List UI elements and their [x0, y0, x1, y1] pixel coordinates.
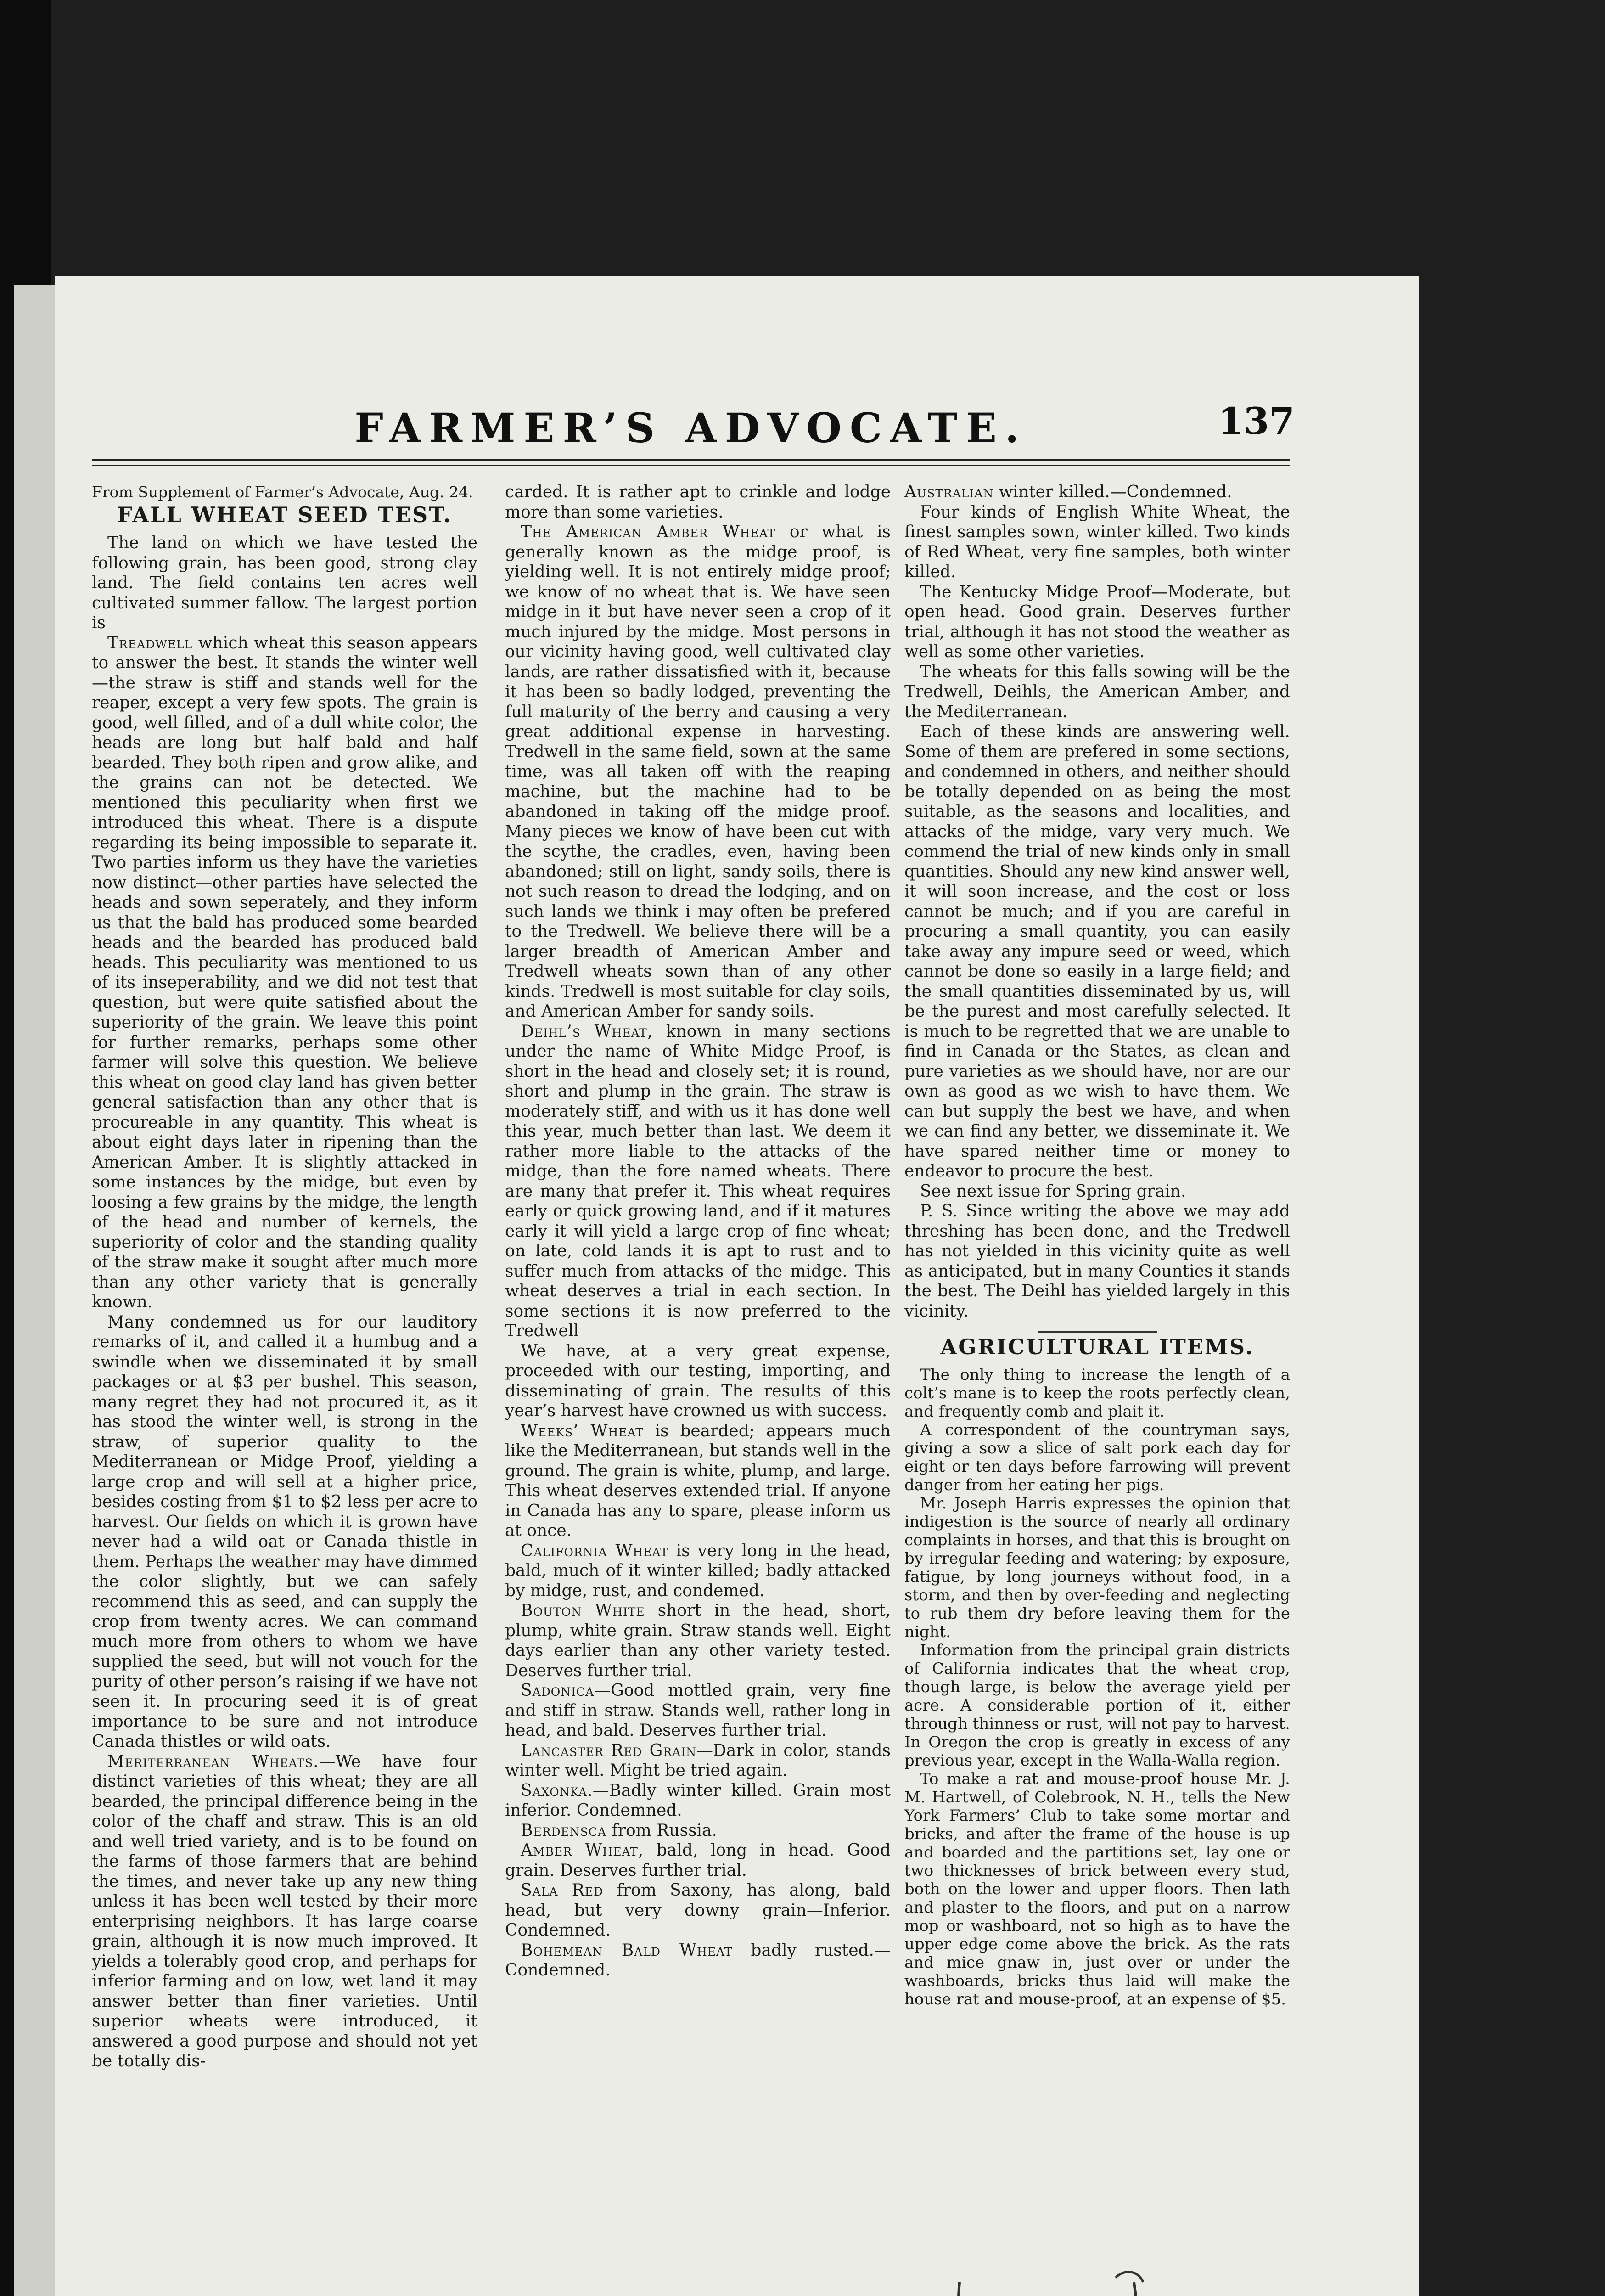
- page-number: 137: [1218, 400, 1295, 443]
- pencil-mark: [941, 2264, 1226, 2296]
- paragraph-text: is very long in the head, bald, much of it winter killed; badly attacked by midge, rust, and condemed.: [505, 1541, 891, 1600]
- paragraph: [505, 1541, 891, 1601]
- paragraph: [505, 1681, 891, 1741]
- column-3: [904, 482, 1290, 2009]
- header-rule-top: [92, 459, 1290, 461]
- lead-term: Bouton White: [521, 1601, 645, 1620]
- paragraph: [505, 1421, 891, 1541]
- paragraph: [505, 1821, 891, 1841]
- masthead-title: FARMER’S ADVOCATE.: [354, 404, 1027, 452]
- agricultural-items: [904, 1366, 1290, 2009]
- lead-term: Meriterranean Wheats.: [107, 1752, 319, 1771]
- lead-term: Bohemean Bald Wheat: [521, 1941, 733, 1960]
- paragraph: Each of these kinds are answering well. Some of them are prefered in some sections, and condemned in others, and neither should be totally depended on as being the most suitable, as the seasons and localities, and attacks of the midge, vary very much. We commend the trial of new kinds only in small quantities. Should any new kind answer well, it will soon increase, and the cost or loss cannot be much; and if you are careful in procuring a small quantity, you can easily take away any impure seed or weed, which cannot be done so easily in a large field; and the small quantities disseminated by us, will be the purest and most carefully selected. It is much to be regretted that we are unable to find in Canada or the States, as clean and pure varieties as we should have, nor are our own as good as we wish to have them. We can but supply the best we have, and when we can find any better, we disseminate it. We have spared neither time or money to endeavor to procure the best.: [904, 722, 1290, 1181]
- paragraph-text: bald, long in head. Good grain. Deserves further trial.: [505, 1841, 891, 1880]
- paragraph-text: which wheat this season appears to answer the best. It stands the winter well—the straw is stiff and stands well for the reaper, except a very few spots. The grain is good, well filled, and of a dull white color, the heads are long but half bald and half bearded. They both ripen and grow alike, and the grains can not be detected. We mentioned this peculiarity when first we introduced this wheat. There is a dispute regarding its being impossible to separate it. Two parties inform us they have the varieties now distinct—other parties have selected the heads and sown seperately, and they inform us that the bald has produced some bearded heads and the bearded has produced bald heads. This peculiarity was mentioned to us of its inseperability, and we did not test that question, but were quite satisfied about the superiority of the grain. We leave this point for further remarks, perhaps some other farmer will solve this question. We believe this wheat on good clay land has given better general satisfaction than any other that is procureable in any quantity. This wheat is about eight days later in ripening than the American Amber. It is slightly attacked in some instances by the midge, but even by loosing a few grains by the midge, the length of the head and number of kernels, the superiority of color and the standing quality of the straw make it sought after much more than any other variety that is generally known.: [92, 633, 477, 1311]
- paragraph: P. S. Since writing the above we may add threshing has been done, and the Tredwell has not yielded in this vicinity quite as well as anticipated, but in many Counties it stands the best. The Deihl has yielded largely in this vicinity.: [904, 1202, 1290, 1321]
- paragraph-text: badly rusted.—Condemned.: [505, 1941, 891, 1980]
- item-paragraph: The only thing to increase the length of a colt’s mane is to keep the roots perfectly clean, and frequently comb and plait it.: [904, 1365, 1290, 1421]
- paragraph: [505, 1840, 891, 1880]
- paragraph-text: is bearded; appears much like the Mediterranean, but stands well in the ground. The grain is white, plump, and large. This wheat deserves extended trial. If anyone in Canada has any to spare, please inform us at once.: [505, 1421, 891, 1540]
- paragraph-text: —We have four distinct varieties of this wheat; they are all bearded, the principal difference being in the color of the chaff and straw. This is an old and well tried variety, and is to be found on the farms of those farmers that are behind the times, and never take up any new thing unless it has been well tested by their more enterprising neighbors. It has large coarse grain, although it is now much improved. It yields a tolerably good crop, and perhaps for inferior farming and on low, wet land it may answer better than finer varieties. Until superior wheats were introduced, it answered a good purpose and should not yet be totally dis-: [92, 1752, 477, 2071]
- paragraph: [505, 1781, 891, 1821]
- lead-term: The American Amber Wheat: [521, 523, 776, 541]
- paragraph-text: known in many sections under the name of White Midge Proof, is short in the head and closely set; it is round, short and plump in the grain. The straw is moderately stiff, and with us it has done well this year, much better than last. We deem it rather more liable to the attacks of the midge, than the fore named wheats. There are many that prefer it. This wheat requires early or quick growing land, and if it matures early it will yield a large crop of fine wheat; on late, cold lands it is apt to rust and to suffer much from attacks of the midge. This wheat deserves a trial in each section. In some sections it is now preferred to the Tredwell: [505, 1022, 891, 1340]
- section-divider: [1038, 1331, 1157, 1333]
- source-note: From Supplement of Farmer’s Advocate, Aug. 24.: [92, 483, 473, 501]
- paragraph-text: .—Badly winter killed. Grain most inferior. Condemned.: [505, 1781, 891, 1820]
- paragraph: The Kentucky Midge Proof—Moderate, but open head. Good grain. Deserves further trial, although it has not stood the weather as well as some other varieties.: [904, 582, 1290, 661]
- lead-term: Treadwell: [107, 633, 193, 653]
- lead-term: California Wheat: [521, 1541, 668, 1560]
- paragraph-text: short in the head, short, plump, white grain. Straw stands well. Eight days earlier than any other variety tested. Deserves further trial.: [505, 1601, 891, 1680]
- paragraph: We have, at a very great expense, proceeded with our testing, importing, and disseminating of grain. The results of this year’s harvest have crowned us with success.: [505, 1341, 891, 1420]
- paragraph: [92, 1752, 477, 2071]
- lead-term: Sala Red: [521, 1881, 604, 1900]
- paragraph: [904, 482, 1290, 502]
- lead-term: Amber Wheat,: [521, 1841, 644, 1860]
- paragraph-text: —Dark in color, stands winter well. Might be tried again.: [505, 1741, 891, 1780]
- paragraph-text: —Good mottled grain, very fine and stiff in straw. Stands well, rather long in head, and bald. Deserves further trial.: [505, 1681, 891, 1740]
- lead-term: Saxonka: [521, 1781, 588, 1800]
- paragraph: [505, 1880, 891, 1941]
- lead-term: Weeks’ Wheat: [521, 1421, 644, 1441]
- paragraph: [505, 1022, 891, 1341]
- paragraph-text: from Saxony, has along, bald head, but very downy grain—Inferior. Condemned.: [505, 1881, 891, 1940]
- paragraph: carded. It is rather apt to crinkle and lodge more than some varieties.: [505, 483, 891, 522]
- paragraph: [505, 522, 891, 1022]
- header-rule-bottom: [92, 465, 1290, 466]
- lead-term: Australian: [904, 483, 994, 501]
- paragraph-text: or what is generally known as the midge proof, is yielding well. It is not entirely midge proof; we know of no wheat that is. We have seen midge in it but have never seen a crop of it much injured by the midge. Most persons in our vicinity having good, well cultivated clay lands, are rather dissatisfied with it, because it has been so badly lodged, preventing the full maturity of the berry and causing a very great additional expense in harvesting. Tredwell in the same field, sown at the same time, was all taken off with the reaping machine, but the machine had to be abandoned in taking off the midge proof. Many pieces we know of have been cut with the scythe, the cradles, even, having been abandoned; still on light, sandy soils, there is not such reason to dread the lodging, and on such lands we think i may often be prefered to the Tredwell. We believe there will be a larger breadth of American Amber and Tredwell wheats sown than of any other kinds. Tredwell is most suitable for clay soils, and American Amber for sandy soils.: [505, 523, 891, 1021]
- item-paragraph: A correspondent of the countryman says, giving a sow a slice of salt pork each day for eight or ten days before farrowing will prevent danger from her eating her pigs.: [904, 1420, 1290, 1494]
- paragraph-text: winter killed.—Condemned.: [993, 483, 1232, 501]
- item-paragraph: To make a rat and mouse-proof house Mr. J. M. Hartwell, of Colebrook, N. H., tells the New York Farmers’ Club to take some mortar and bricks, and after the frame of the house is up and boarded and the partitions set, lay one or two thicknesses of brick between every stud, both on the lower and upper floors. Then lath and plaster to the floors, and put on a narrow mop or washboard, not so high as to have the upper edge come above the brick. As the rats and mice gnaw in, just over or under the washboards, bricks thus laid will make the house rat and mouse-proof, at an expense of $5.: [904, 1769, 1290, 2009]
- item-paragraph: Mr. Joseph Harris expresses the opinion that indigestion is the source of nearly all ordinary complaints in horses, and that this is brought on by irregular feeding and watering; by exposure, fatigue, by long journeys without food, in a storm, and then by over-feeding and neglecting to rub them dry before leaving them for the night.: [904, 1494, 1290, 1641]
- paragraph: [505, 1601, 891, 1681]
- paragraph: Many condemned us for our lauditory remarks of it, and called it a humbug and a swindle when we disseminated it by small packages or at $3 per bushel. This season, many regret they had not procured it, as it has stood the winter well, is strong in the straw, of superior quality to the Mediterranean or Midge Proof, yielding a large crop and will sell at a higher price, besides costing from $1 to $2 less per acre to harvest. Our fields on which it is grown have never had a wild oat or Canada thistle in them. Perhaps the weather may have dimmed the color slightly, but we can safely recommend this as seed, and can supply the crop from twenty acres. We can command much more from others to whom we have supplied the seed, but will not vouch for the purity of other person’s raising if we have not seen it. In procuring seed it is of great importance to be sure and not introduce Canada thistles or wild oats.: [92, 1312, 477, 1751]
- article-headline: FALL WHEAT SEED TEST.: [117, 502, 452, 527]
- paragraph: The land on which we have tested the following grain, has been good, strong clay land. The field contains ten acres well cultivated summer fallow. The largest portion is: [92, 534, 477, 632]
- lead-term: Lancaster Red Grain: [521, 1741, 697, 1760]
- lead-term: Deihl’s Wheat,: [521, 1022, 653, 1041]
- paragraph: See next issue for Spring grain.: [920, 1182, 1186, 1201]
- lead-term: Berdensca: [521, 1821, 607, 1840]
- paragraph: Four kinds of English White Wheat, the finest samples sown, winter killed. Two kinds of Red Wheat, very fine samples, both winter killed.: [904, 502, 1290, 581]
- paragraph: [505, 1941, 891, 1981]
- paragraph: [92, 633, 477, 1312]
- lead-term: Sadonica: [521, 1681, 595, 1700]
- previous-page-edge: [14, 285, 55, 2296]
- paragraph-text: from Russia.: [606, 1821, 717, 1840]
- item-paragraph: Information from the principal grain districts of California indicates that the wheat crop, though large, is below the average yield per acre. A considerable portion of it, either through thinness or rust, will not pay to harvest. In Oregon the crop is greatly in excess of any previous year, except in the Walla-Walla region.: [904, 1641, 1290, 1770]
- page-header: [92, 400, 1295, 455]
- column-2: [505, 482, 891, 1981]
- paragraph: The wheats for this falls sowing will be the Tredwell, Deihls, the American Amber, and the Mediterranean.: [904, 662, 1290, 721]
- paragraph: [505, 1741, 891, 1781]
- section-headline: AGRICULTURAL ITEMS.: [940, 1334, 1254, 1359]
- column-1: [92, 482, 477, 2071]
